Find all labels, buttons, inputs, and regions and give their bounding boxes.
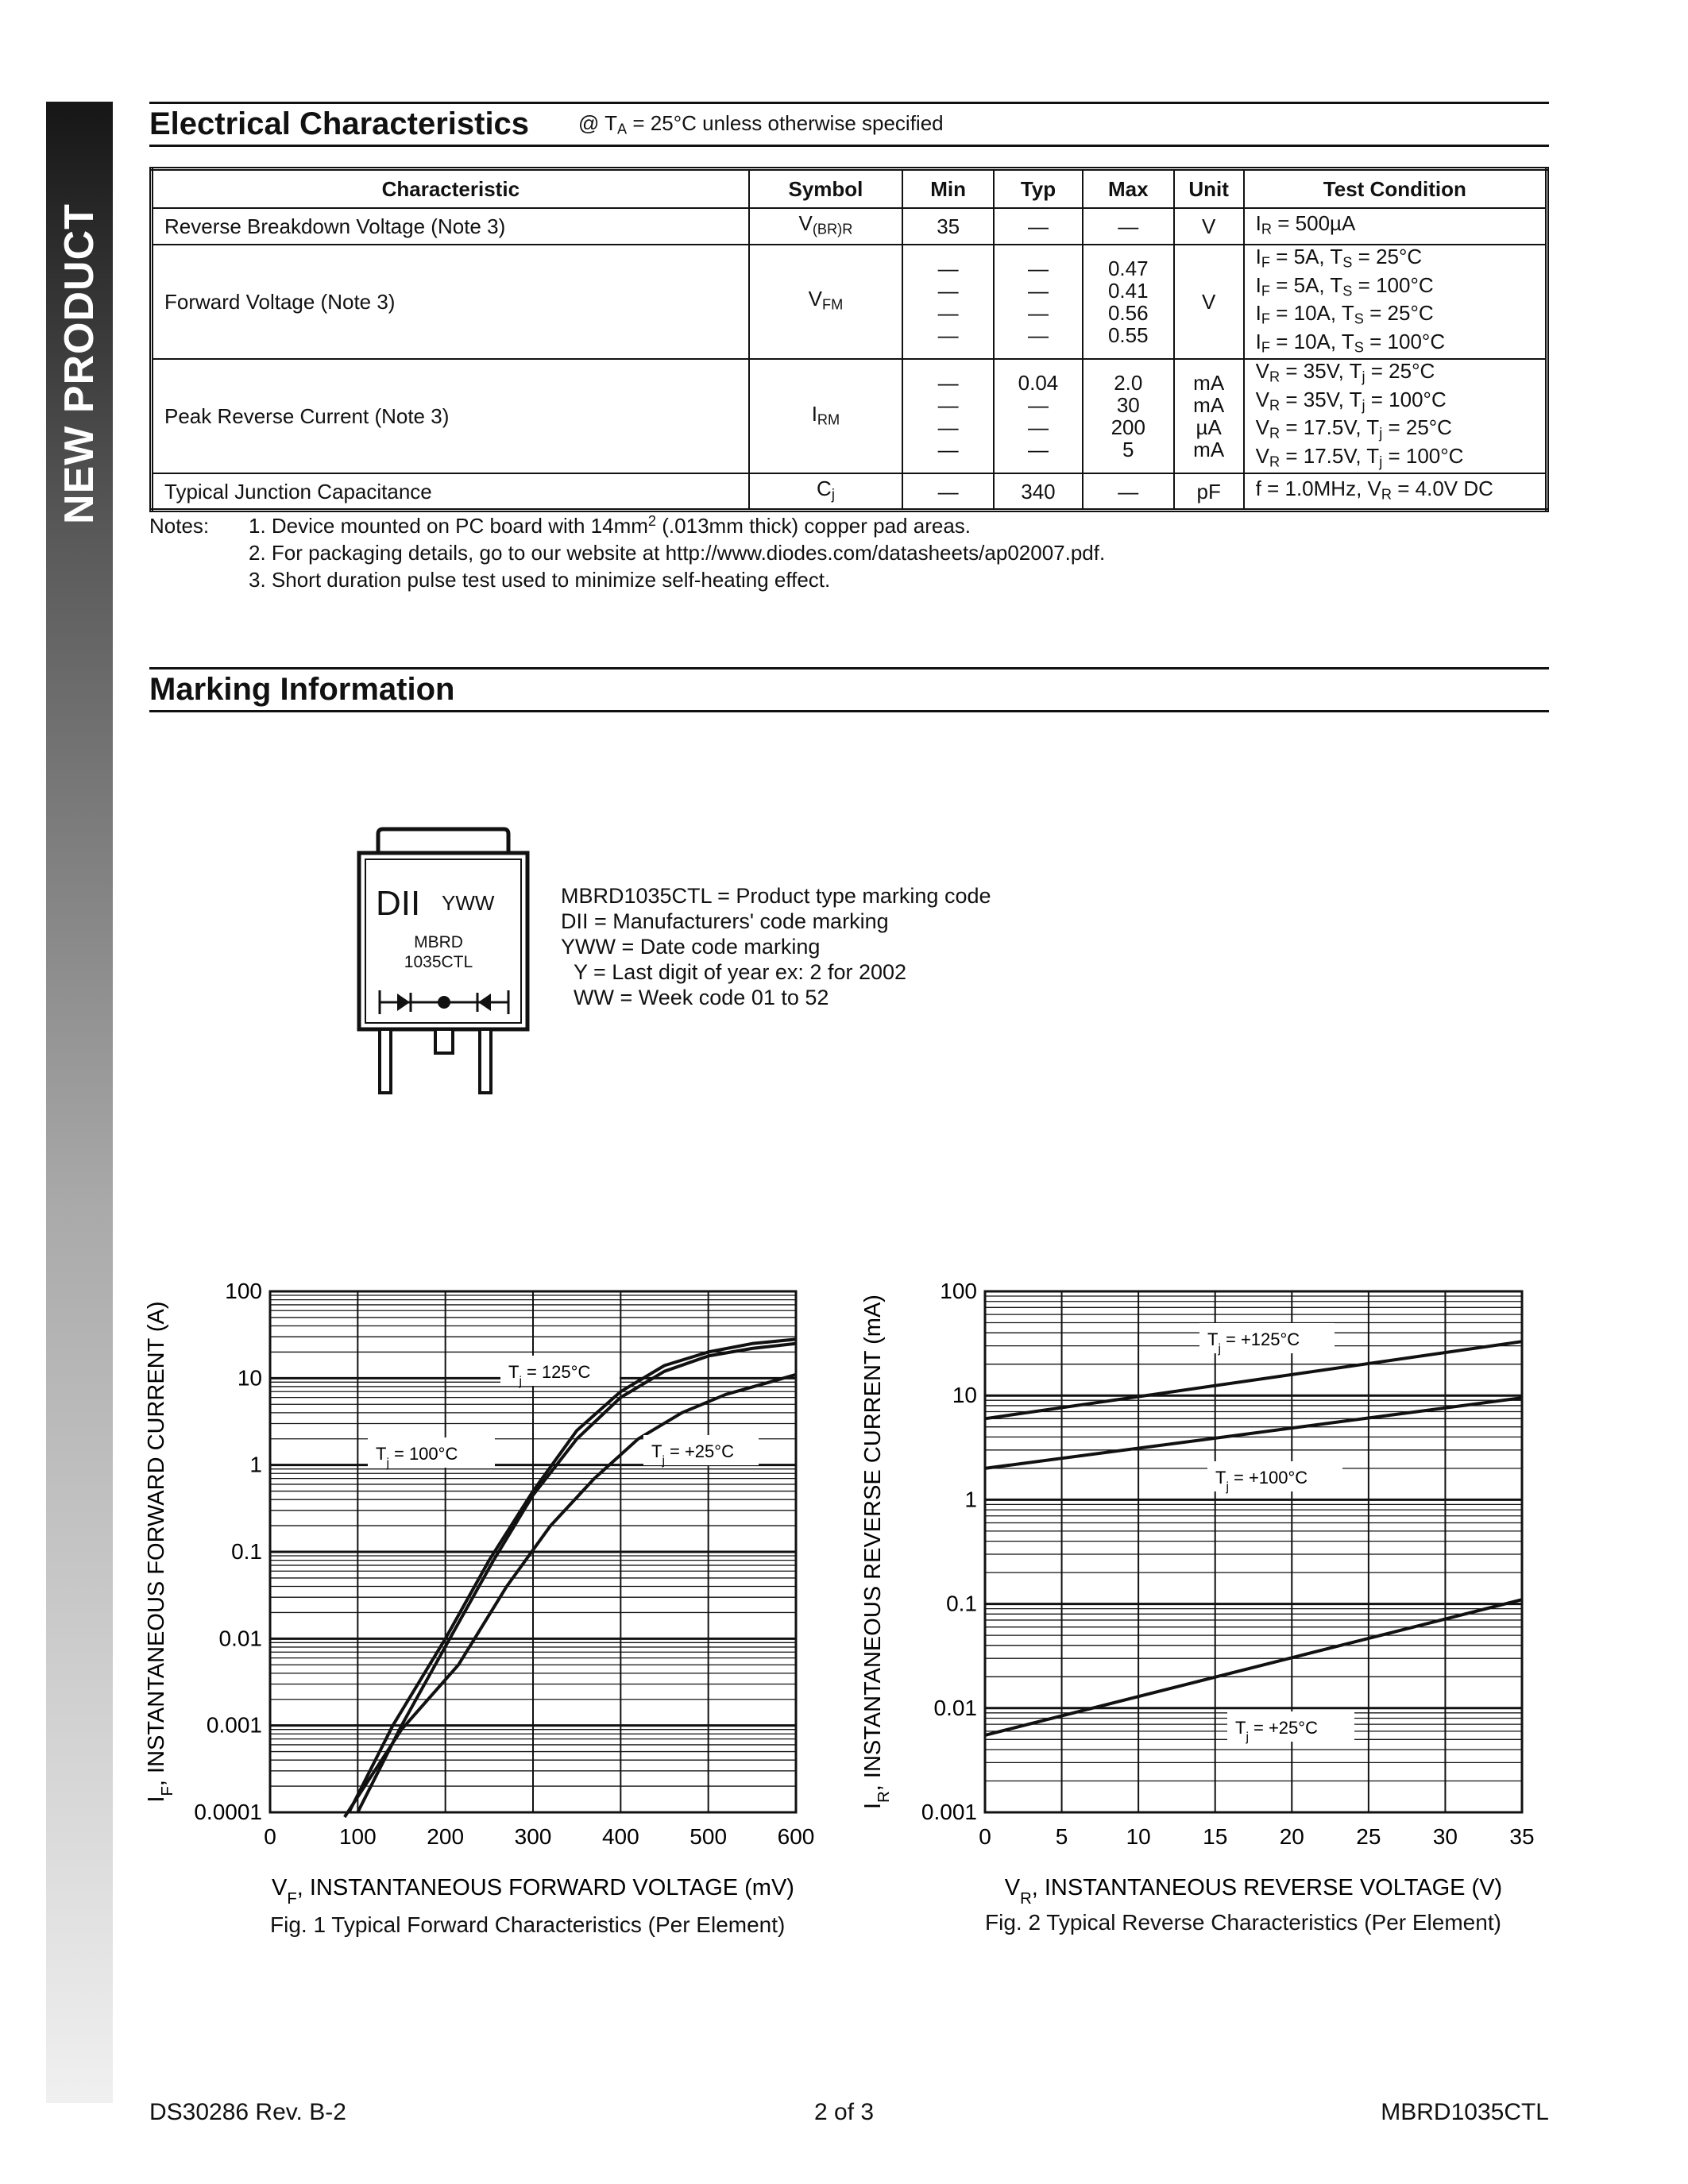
y-tick-label: 100 xyxy=(940,1279,977,1303)
package-yww: YWW xyxy=(442,891,495,915)
diodes-logo-icon: DII xyxy=(561,909,589,933)
series-label: $T_j = +125^\circ C$ xyxy=(1207,1329,1300,1356)
min-cell: — — — — xyxy=(902,245,994,359)
characteristic-cell: Peak Reverse Current (Note 3) xyxy=(152,359,749,473)
section-rule-bottom xyxy=(149,145,1549,147)
x-tick-label: 400 xyxy=(601,1824,639,1849)
y-tick-label: 0.001 xyxy=(921,1800,977,1824)
fig1-caption: Fig. 1 Typical Forward Characteristics (Per Element) xyxy=(270,1912,786,1937)
series-label: $T_j = +25^\circ C$ xyxy=(651,1441,734,1468)
unit-cell: pF xyxy=(1174,473,1244,510)
header-unit: Unit xyxy=(1174,169,1244,209)
x-tick-label: 30 xyxy=(1432,1824,1458,1849)
typ-cell: — xyxy=(994,208,1083,245)
header-max: Max xyxy=(1083,169,1174,209)
note-2: 2. For packaging details, go to our website at http://www.diodes.com/datasheets/ap02007.pdf. xyxy=(249,541,1106,565)
symbol-cell: $V_{(BR)R}$ xyxy=(749,208,903,245)
max-cell: — xyxy=(1083,473,1174,510)
header-test-condition: Test Condition xyxy=(1244,169,1547,209)
marking-rule-bottom xyxy=(149,710,1549,712)
notes-label: Notes: xyxy=(149,514,210,538)
series-label: $T_j = +25^\circ C$ xyxy=(1235,1718,1318,1744)
y-axis-label: $I_F$, INSTANTANEOUS FORWARD CURRENT (A) xyxy=(144,1301,176,1803)
symbol-cell: $C_j$ xyxy=(749,473,903,510)
condition-cell: $V_R = 35V$, $T_j = 25^\circ C$ $V_R = 35V$, $T_j = 100^\circ C$ $V_R = 17.5V$, $T_j = 25^\circ C$ $V_R = 17.5V$, $T_j = 100^\circ C$ xyxy=(1244,359,1547,473)
reverse-characteristics-chart xyxy=(860,1271,1565,1908)
package-line1: MBRD xyxy=(414,933,463,951)
y-tick-label: 0.0001 xyxy=(194,1800,262,1824)
note-3: 3. Short duration pulse test used to minimize self-heating effect. xyxy=(249,568,831,592)
y-tick-label: 0.01 xyxy=(218,1626,262,1651)
legend-line-4: Y = Last digit of year ex: 2 for 2002 xyxy=(574,960,907,984)
series-label: $T_j = 125^\circ C$ xyxy=(508,1362,591,1388)
min-cell: 35 xyxy=(902,208,994,245)
max-cell: 0.47 0.41 0.56 0.55 xyxy=(1083,245,1174,359)
x-tick-label: 25 xyxy=(1356,1824,1381,1849)
series-label: $T_j = 100^\circ C$ xyxy=(376,1444,458,1470)
y-axis-label: $I_R$, INSTANTANEOUS REVERSE CURRENT (mA) xyxy=(860,1295,893,1809)
fig2-caption: Fig. 2 Typical Reverse Characteristics (Per Element) xyxy=(985,1910,1501,1935)
legend-line-5: WW = Week code 01 to 52 xyxy=(574,986,829,1009)
y-tick-label: 100 xyxy=(225,1279,262,1303)
x-tick-label: 0 xyxy=(979,1824,991,1849)
note-1: 1. Device mounted on PC board with $14mm^2$ (.013mm thick) copper pad areas. xyxy=(249,512,971,538)
package-line2: 1035CTL xyxy=(404,953,473,971)
header-characteristic: Characteristic xyxy=(152,169,749,209)
table-row xyxy=(152,473,1547,510)
unit-cell: V xyxy=(1174,208,1244,245)
x-tick-label: 500 xyxy=(689,1824,728,1849)
characteristic-cell: Typical Junction Capacitance xyxy=(152,473,749,510)
characteristic-cell: Reverse Breakdown Voltage (Note 3) xyxy=(152,208,749,245)
y-tick-label: 0.1 xyxy=(946,1591,977,1616)
min-cell: — xyxy=(902,473,994,510)
legend-line-3: YWW = Date code marking xyxy=(561,935,821,959)
x-tick-label: 5 xyxy=(1055,1824,1068,1849)
x-tick-label: 15 xyxy=(1203,1824,1228,1849)
table-row xyxy=(152,208,1547,245)
legend-line-1: MBRD1035CTL = Product type marking code xyxy=(561,884,991,908)
typ-cell: 0.04 — — — xyxy=(994,359,1083,473)
typ-cell: 340 xyxy=(994,473,1083,510)
characteristic-cell: Forward Voltage (Note 3) xyxy=(152,245,749,359)
electrical-characteristics-table xyxy=(149,167,1549,512)
y-tick-label: 0.001 xyxy=(206,1712,262,1738)
header-typ: Typ xyxy=(994,169,1083,209)
y-tick-label: 1 xyxy=(964,1487,977,1512)
x-tick-label: 600 xyxy=(777,1824,815,1849)
series-label: $T_j = +100^\circ C$ xyxy=(1215,1468,1308,1494)
package-drawing xyxy=(350,826,540,1096)
footer-doc-id: DS30286 Rev. B-2 xyxy=(149,2099,346,2125)
footer-page-number: 2 of 3 xyxy=(814,2099,875,2125)
y-tick-label: 1 xyxy=(249,1452,262,1477)
x-tick-label: 35 xyxy=(1509,1824,1535,1849)
footer-part-number: MBRD1035CTL xyxy=(1381,2099,1549,2125)
condition-cell: $I_F = 5A$, $T_S = 25^\circ C$ $I_F = 5A$, $T_S = 100^\circ C$ $I_F = 10A$, $T_S = 25^\circ C$ $I_F = 10A$, $T_S = 100^\circ C$ xyxy=(1244,245,1547,359)
header-symbol: Symbol xyxy=(749,169,903,209)
table-row xyxy=(152,245,1547,359)
y-tick-label: 10 xyxy=(952,1383,977,1408)
unit-cell: mA mA µA mA xyxy=(1174,359,1244,473)
condition-cell: $I_R = 500\mu A$ xyxy=(1244,208,1547,245)
x-tick-label: 0 xyxy=(264,1824,276,1849)
symbol-cell: $I_{RM}$ xyxy=(749,359,903,473)
marking-title: Marking Information xyxy=(149,672,455,707)
electrical-condition: @ $T_A = 25^\circ C$ unless otherwise specified xyxy=(578,111,944,137)
marking-rule-top xyxy=(149,667,1549,669)
max-cell: — xyxy=(1083,208,1174,245)
x-tick-label: 10 xyxy=(1126,1824,1151,1849)
table-row xyxy=(152,359,1547,473)
header-min: Min xyxy=(902,169,994,209)
sidebar-band xyxy=(46,102,113,2103)
y-tick-label: 0.01 xyxy=(933,1695,977,1720)
x-tick-label: 300 xyxy=(514,1824,552,1849)
x-axis-label: $V_F$, INSTANTANEOUS FORWARD VOLTAGE (mV) xyxy=(272,1875,794,1908)
y-tick-label: 10 xyxy=(237,1365,262,1391)
min-cell: — — — — xyxy=(902,359,994,473)
legend-line-2: DII = Manufacturers' code marking xyxy=(561,909,889,933)
condition-cell: f = 1.0MHz, $V_R = 4.0V$ DC xyxy=(1244,473,1547,510)
y-tick-label: 0.1 xyxy=(231,1539,262,1564)
x-tick-label: 200 xyxy=(427,1824,465,1849)
symbol-cell: $V_{FM}$ xyxy=(749,245,903,359)
max-cell: 2.0 30 200 5 xyxy=(1083,359,1174,473)
x-tick-label: 20 xyxy=(1279,1824,1304,1849)
forward-characteristics-chart xyxy=(143,1271,842,1908)
unit-cell: V xyxy=(1174,245,1244,359)
x-tick-label: 100 xyxy=(338,1824,377,1849)
table-header-row xyxy=(152,169,1547,209)
x-axis-label: $V_R$, INSTANTANEOUS REVERSE VOLTAGE (V) xyxy=(1004,1875,1503,1908)
section-rule-top xyxy=(149,102,1549,104)
electrical-title: Electrical Characteristics xyxy=(149,106,530,141)
marking-legend xyxy=(561,883,991,1010)
package-logo: DII xyxy=(376,884,421,923)
typ-cell: — — — — xyxy=(994,245,1083,359)
new-product-label: NEW PRODUCT xyxy=(56,203,102,524)
